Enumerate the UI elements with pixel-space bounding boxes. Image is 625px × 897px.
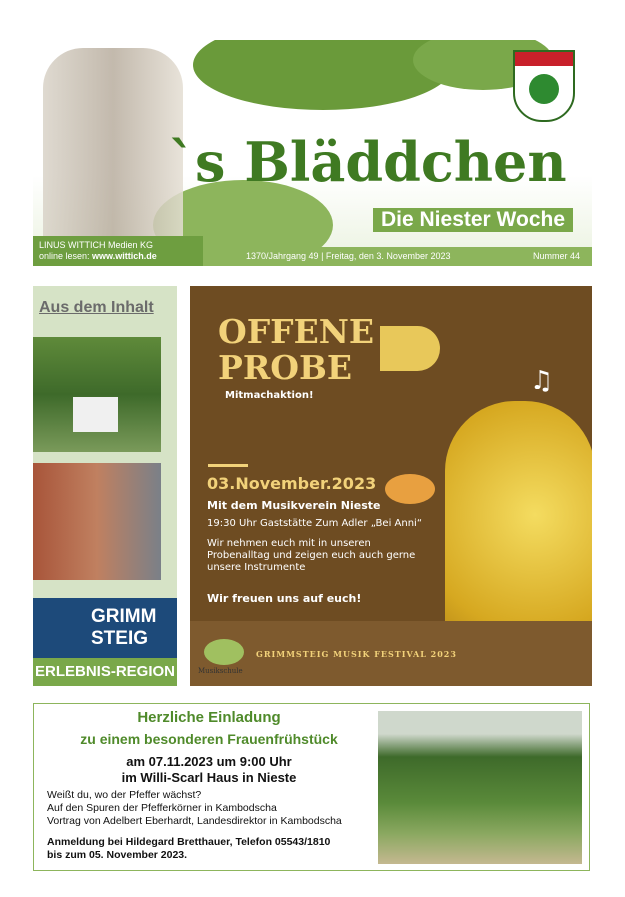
grimmsteig-badge[interactable] bbox=[33, 598, 177, 686]
badge-text: STEIG bbox=[91, 628, 149, 649]
photo-building-group[interactable] bbox=[33, 463, 161, 580]
badge-text: GRIMM bbox=[91, 606, 157, 627]
ad-with: Mit dem Musikverein Nieste bbox=[207, 499, 381, 512]
publisher-name: LINUS WITTICH Medien KG bbox=[39, 240, 154, 250]
divider bbox=[208, 464, 248, 467]
ad-description: Wir nehmen euch mit in unseren Probenalltag und zeigen euch auch gerne unsere Instrumente bbox=[207, 538, 416, 573]
invite-line: Weißt du, wo der Pfeffer wächst? bbox=[47, 789, 202, 801]
offene-probe-ad bbox=[190, 286, 592, 686]
wood-sculpture-image bbox=[43, 48, 183, 258]
website-link[interactable]: www.wittich.de bbox=[92, 251, 157, 261]
invitation-box bbox=[33, 703, 590, 871]
ad-date: 03.November.2023 bbox=[207, 474, 377, 493]
online-label: online lesen: bbox=[39, 251, 93, 261]
photo-man-with-sign[interactable] bbox=[33, 337, 161, 452]
issue-number: Nummer 44 bbox=[532, 251, 580, 261]
newspaper-subtitle: Die Niester Woche bbox=[373, 208, 573, 232]
megaphone-icon bbox=[380, 326, 440, 371]
festival-name: GRIMMSTEIG MUSIK FESTIVAL 2023 bbox=[256, 649, 457, 659]
invite-heading: Herzliche Einladung bbox=[137, 709, 281, 726]
newspaper-title: `s Bläddchen bbox=[168, 130, 567, 194]
registration: Anmeldung bei Hildegard Bretthauer, Telefon 05543/1810 bbox=[47, 836, 331, 848]
ad-tag: Mitmachaktion! bbox=[225, 390, 314, 401]
ad-title-1: OFFENE bbox=[218, 312, 375, 351]
coat-of-arms-icon bbox=[513, 50, 575, 122]
foliage bbox=[193, 40, 453, 110]
contents-heading: Aus dem Inhalt bbox=[39, 299, 154, 316]
invite-line: Vortrag von Adelbert Eberhardt, Landesdirektor in Kambodscha bbox=[47, 815, 342, 827]
musikschule-logo: Musikschule bbox=[198, 667, 243, 675]
invite-when: am 07.11.2023 um 9:00 Uhr bbox=[126, 754, 292, 769]
invite-line: Auf den Spuren der Pfefferkörner in Kambodscha bbox=[47, 802, 277, 814]
ad-time-place: 19:30 Uhr Gaststätte Zum Adler „Bei Anni“ bbox=[207, 518, 422, 529]
registration-deadline: bis zum 05. November 2023. bbox=[47, 849, 188, 861]
music-notes-icon: ♫ bbox=[530, 366, 554, 396]
ad-title-2: PROBE bbox=[218, 348, 353, 387]
contents-sidebar bbox=[33, 286, 177, 686]
ad-footer bbox=[190, 621, 592, 686]
invite-where: im Willi-Scarl Haus in Nieste bbox=[121, 770, 297, 785]
invite-subheading: zu einem besonderen Frauenfrühstück bbox=[80, 731, 338, 747]
ad-closing: Wir freuen uns auf euch! bbox=[207, 592, 362, 605]
pepper-plants-photo bbox=[378, 711, 582, 864]
schnitzel-image bbox=[385, 474, 435, 504]
masthead bbox=[33, 40, 592, 266]
publisher-box bbox=[33, 236, 203, 266]
issue-info: 1370/Jahrgang 49 | Freitag, den 3. November 2023 bbox=[246, 251, 451, 261]
badge-region-text: ERLEBNIS-REGION bbox=[33, 658, 177, 686]
